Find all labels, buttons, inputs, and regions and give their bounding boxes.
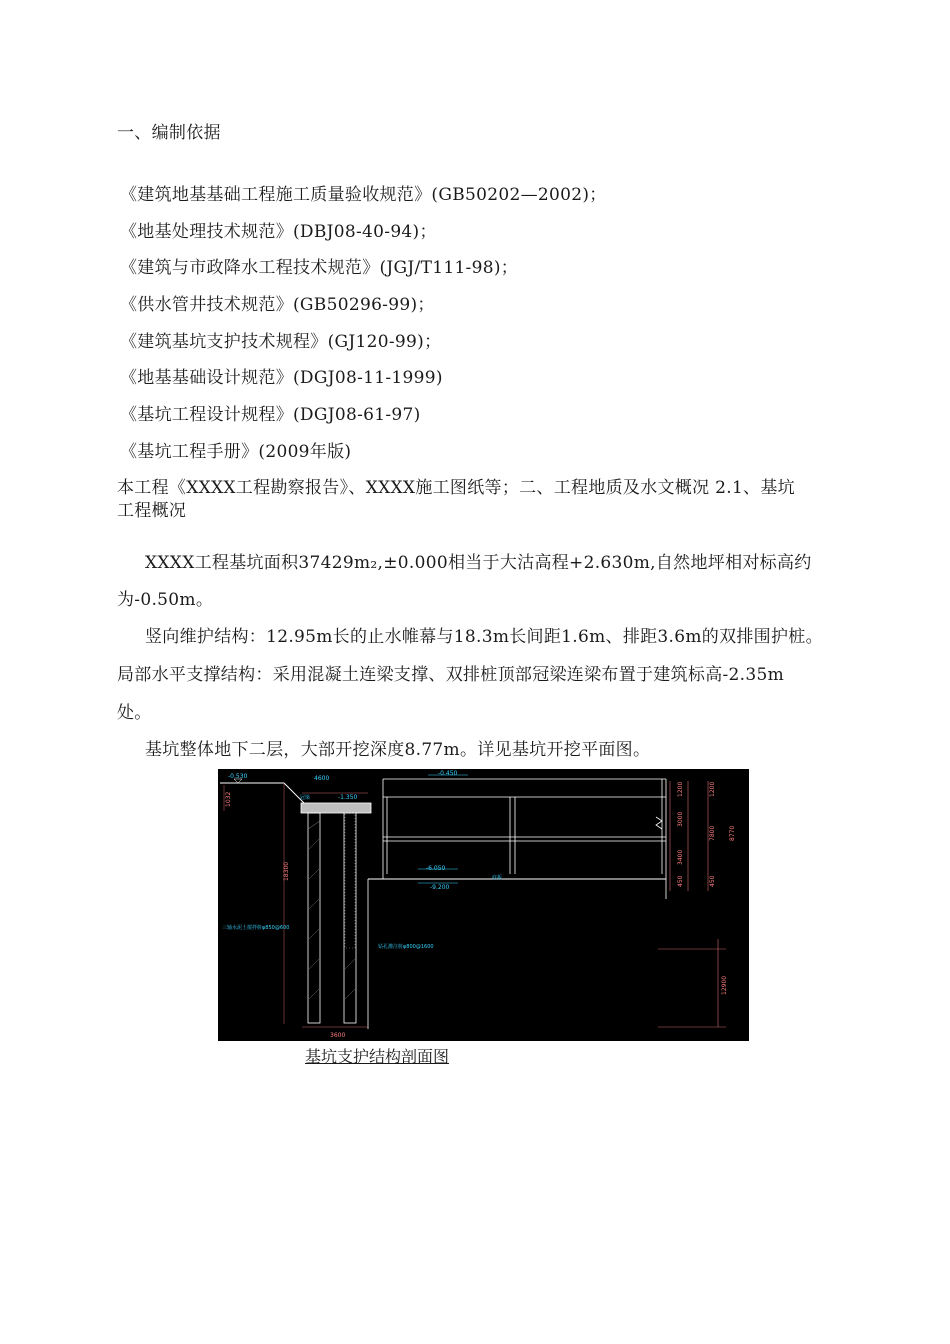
label-cap-beam: 冠梁 [300, 795, 311, 801]
label-bottom-level: -9.200 [430, 884, 450, 891]
label-top-left: -0.530 [228, 773, 248, 780]
figure-caption: 基坑支护结构剖面图 [305, 1047, 450, 1066]
label-dim-3000: 3000 [677, 811, 684, 827]
structure-paragraph-line: 竖向维护结构：12.95m长的止水帷幕与18.3m长间距1.6m、排距3.6m的双排围护桩。 [145, 627, 823, 647]
reference-item: 《建筑基坑支护技术规程》(GJ120-99)； [120, 332, 442, 352]
label-dim-450a: 450 [677, 875, 684, 887]
label-dim-3400: 3400 [677, 849, 684, 865]
label-mid-level: -6.050 [426, 865, 446, 872]
label-dim-left: 1032 [225, 791, 232, 807]
reference-item: 《地基基础设计规范》(DGJ08-11-1999) [120, 368, 443, 388]
depth-paragraph-line: 基坑整体地下二层，大部开挖深度8.77m。详见基坑开挖平面图。 [145, 740, 651, 760]
basis-paragraph-line: 本工程《XXXX工程勘察报告》、XXXX施工图纸等；二、工程地质及水文概况 2.1、基坑 [117, 478, 795, 498]
reference-item: 《建筑地基基础工程施工质量验收规范》(GB50202—2002)； [120, 185, 607, 205]
structure-paragraph-line: 处。 [117, 703, 152, 723]
overview-paragraph-line: XXXX工程基坑面积37429m₂,±0.000相当于大沽高程+2.630m,自然地坪相对标高约 [145, 553, 812, 573]
label-mixing-pile: 三轴水泥土搅拌桩φ850@600 [222, 925, 290, 931]
label-bored-pile: 钻孔灌注桩φ800@1600 [378, 944, 434, 950]
basis-paragraph-line: 工程概况 [117, 501, 187, 521]
reference-item: 《基坑工程手册》(2009年版) [120, 442, 352, 462]
label-dim-8770: 8770 [729, 825, 736, 841]
pit-section-drawing [218, 769, 749, 1041]
label-dim-1200a: 1200 [677, 781, 684, 797]
structure-paragraph-line: 局部水平支撑结构：采用混凝土连梁支撑、双排桩顶部冠梁连梁布置于建筑标高-2.35m [117, 665, 785, 685]
label-top-mid: -1.350 [338, 794, 358, 801]
label-dim-1200b: 1200 [709, 781, 716, 797]
label-dim-bottom: 3600 [330, 1032, 346, 1039]
reference-item: 《供水管井技术规范》(GB50296-99)； [120, 295, 435, 315]
label-pile-length: 18300 [283, 861, 290, 881]
label-floor-slab: 底板 [492, 875, 503, 881]
label-dim-top: 4600 [314, 775, 330, 782]
label-top-right: -0.450 [438, 770, 458, 777]
label-dim-7800: 7800 [709, 825, 716, 841]
reference-item: 《建筑与市政降水工程技术规范》(JGJ/T111-98)； [120, 258, 519, 278]
overview-paragraph-line: 为-0.50m。 [117, 590, 214, 610]
label-dim-12900: 12900 [721, 975, 728, 995]
label-dim-450b: 450 [709, 875, 716, 887]
section-heading: 一、编制依据 [117, 123, 221, 143]
reference-item: 《地基处理技术规范》(DBJ08-40-94)； [120, 222, 437, 242]
reference-item: 《基坑工程设计规程》(DGJ08-61-97) [120, 405, 421, 425]
